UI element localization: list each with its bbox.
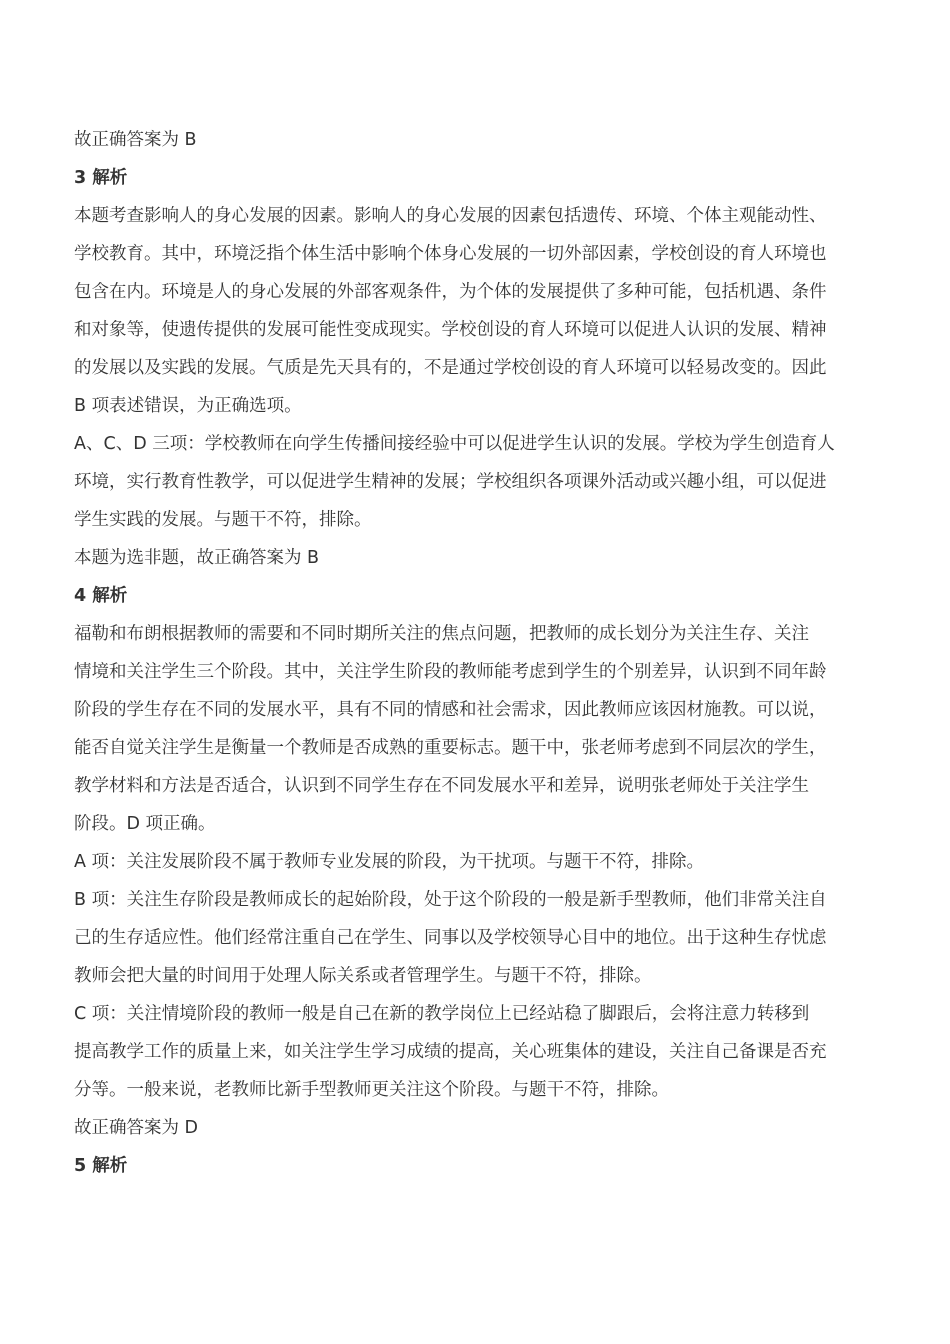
paragraph-line: 本题考查影响人的身心发展的因素。影响人的身心发展的因素包括遗传、环境、个体主观能动性、 — [74, 206, 827, 226]
answer-line: 本题为选非题，故正确答案为 B — [74, 548, 320, 568]
section-heading: 5 解析 — [74, 1156, 128, 1176]
paragraph-line: A 项：关注发展阶段不属于教师专业发展的阶段，为干扰项。与题干不符，排除。 — [74, 852, 705, 872]
paragraph-line: B 项表述错误，为正确选项。 — [74, 396, 302, 416]
paragraph-line: 学生实践的发展。与题干不符，排除。 — [74, 510, 372, 530]
paragraph-line: A、C、D 三项：学校教师在向学生传播间接经验中可以促进学生认识的发展。学校为学生创造育人 — [74, 434, 835, 454]
paragraph-line: 的发展以及实践的发展。气质是先天具有的，不是通过学校创设的育人环境可以轻易改变的。因此 — [74, 358, 827, 378]
paragraph-line: 阶段的学生存在不同的发展水平，具有不同的情感和社会需求，因此教师应该因材施教。可以说， — [74, 700, 827, 720]
paragraph-line: 己的生存适应性。他们经常注重自己在学生、同事以及学校领导心目中的地位。出于这种生存忧虑 — [74, 928, 827, 948]
paragraph-line: 和对象等，使遗传提供的发展可能性变成现实。学校创设的育人环境可以促进人认识的发展、精神 — [74, 320, 827, 340]
paragraph-line: 环境，实行教育性教学，可以促进学生精神的发展；学校组织各项课外活动或兴趣小组，可以促进 — [74, 472, 827, 492]
document-page — [74, 121, 880, 1185]
answer-line: 故正确答案为 B — [74, 130, 197, 150]
paragraph-line: 包含在内。环境是人的身心发展的外部客观条件，为个体的发展提供了多种可能，包括机遇、条件 — [74, 282, 827, 302]
paragraph-line: 教学材料和方法是否适合，认识到不同学生存在不同发展水平和差异，说明张老师处于关注学生 — [74, 776, 809, 796]
paragraph-line: 阶段。D 项正确。 — [74, 814, 216, 834]
paragraph-line: B 项：关注生存阶段是教师成长的起始阶段，处于这个阶段的一般是新手型教师，他们非常关注自 — [74, 890, 827, 910]
paragraph-line: 学校教育。其中，环境泛指个体生活中影响个体身心发展的一切外部因素，学校创设的育人环境也 — [74, 244, 827, 264]
section-heading: 3 解析 — [74, 168, 128, 188]
section-heading: 4 解析 — [74, 586, 128, 606]
paragraph-line: 能否自觉关注学生是衡量一个教师是否成熟的重要标志。题干中，张老师考虑到不同层次的学生， — [74, 738, 827, 758]
paragraph-line: 情境和关注学生三个阶段。其中，关注学生阶段的教师能考虑到学生的个别差异，认识到不同年龄 — [74, 662, 827, 682]
paragraph-line: 教师会把大量的时间用于处理人际关系或者管理学生。与题干不符，排除。 — [74, 966, 652, 986]
paragraph-line: 提高教学工作的质量上来，如关注学生学习成绩的提高，关心班集体的建设，关注自己备课是否充 — [74, 1042, 827, 1062]
paragraph-line: C 项：关注情境阶段的教师一般是自己在新的教学岗位上已经站稳了脚跟后，会将注意力转移到 — [74, 1004, 810, 1024]
answer-line: 故正确答案为 D — [74, 1118, 199, 1138]
paragraph-line: 福勒和布朗根据教师的需要和不同时期所关注的焦点问题，把教师的成长划分为关注生存、关注 — [74, 624, 809, 644]
paragraph-line: 分等。一般来说，老教师比新手型教师更关注这个阶段。与题干不符，排除。 — [74, 1080, 669, 1100]
